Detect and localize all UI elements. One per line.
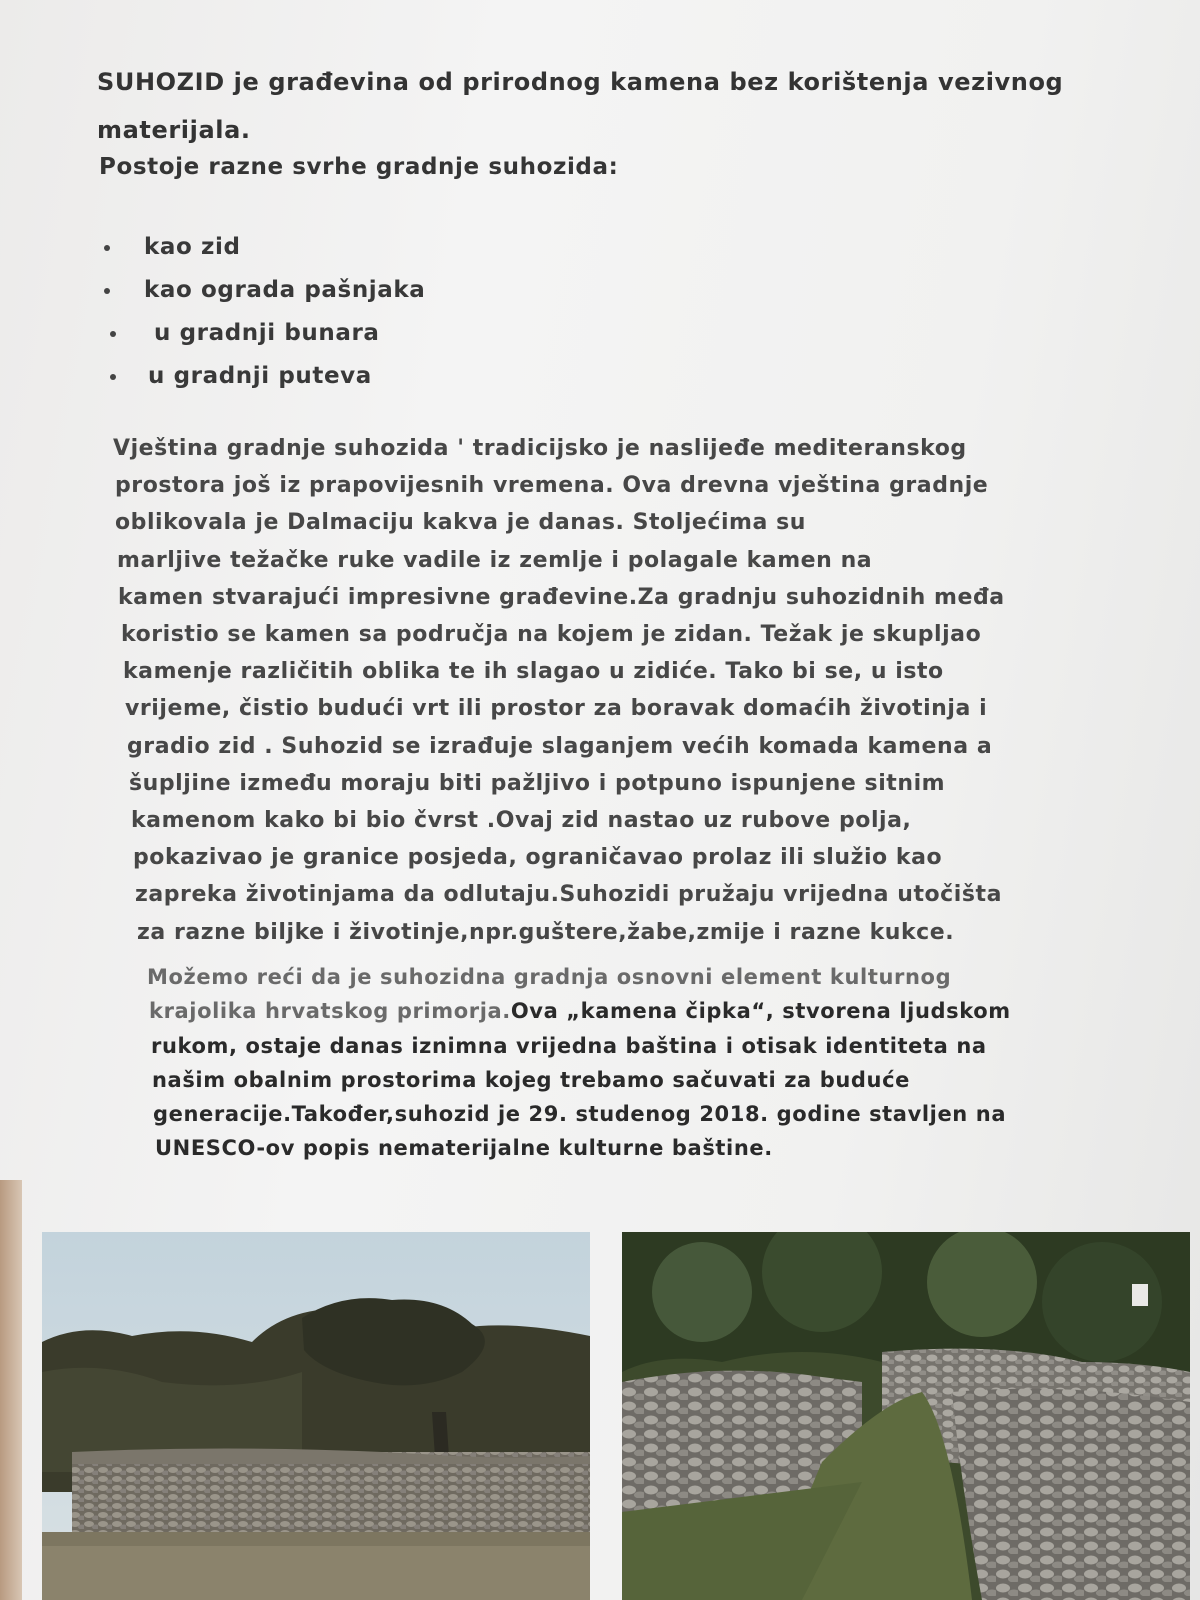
paragraph-line: Možemo reći da je suhozidna gradnja osnovni element kulturnog <box>147 965 952 989</box>
list-item: u gradnji bunara <box>102 312 425 355</box>
paragraph-line: gradio zid . Suhozid se izrađuje slaganjem većih komada kamena a <box>127 733 993 759</box>
intro-line-2: materijala. <box>97 116 251 144</box>
paragraph-line <box>149 994 1011 1028</box>
paragraph-fragment: Ova „kamena čipka“, stvorena ljudskom <box>510 999 1011 1024</box>
heritage-paragraph <box>147 960 1011 1166</box>
bullet-icon <box>104 245 110 251</box>
paragraph-line: UNESCO-ov popis nematerijalne kulturne baštine. <box>155 1136 773 1161</box>
list-item: kao zid <box>102 226 425 269</box>
history-paragraph <box>113 430 1005 951</box>
paragraph-line: kamenje različitih oblika te ih slagao u zidiće. Tako bi se, u isto <box>123 659 944 685</box>
purposes-title: Postoje razne svrhe gradnje suhozida: <box>99 154 619 180</box>
bullet-icon <box>104 288 110 294</box>
intro-line-1: SUHOZID je građevina od prirodnog kamena bez korištenja vezivnog <box>97 68 1064 96</box>
paragraph-line: kamenom kako bi bio čvrst .Ovaj zid nastao uz rubove polja, <box>131 808 912 834</box>
paragraph-line: našim obalnim prostorima kojeg trebamo sačuvati za buduće <box>152 1067 910 1092</box>
dry-stone-walled-path-photo <box>622 1232 1190 1600</box>
list-item: kao ograda pašnjaka <box>102 269 425 312</box>
list-item: u gradnji puteva <box>102 355 425 398</box>
paragraph-line: generacije.Također,suhozid je 29. studenog 2018. godine stavljen na <box>153 1102 1007 1127</box>
paragraph-line: vrijeme, čistio budući vrt ili prostor za boravak domaćih životinja i <box>125 696 988 722</box>
paragraph-line: koristio se kamen sa područja na kojem je zidan. Težak je skupljao <box>121 622 982 648</box>
paragraph-line: šupljine između moraju biti pažljivo i potpuno ispunjene sitnim <box>129 770 946 796</box>
bullet-icon <box>110 331 116 337</box>
paragraph-line: za razne biljke i životinje,npr.guštere,žabe,zmije i razne kukce. <box>137 919 955 945</box>
intro-text <box>97 58 1063 154</box>
paragraph-line: rukom, ostaje danas iznimna vrijedna baština i otisak identiteta na <box>151 1033 987 1058</box>
paragraph-line: pokazivao je granice posjeda, ograničavao prolaz ili služio kao <box>133 845 943 871</box>
paragraph-line: marljive težačke ruke vadile iz zemlje i polagale kamen na <box>117 547 873 573</box>
bullet-icon <box>110 374 116 380</box>
paragraph-line: zapreka životinjama da odlutaju.Suhozidi pružaju vrijedna utočišta <box>135 882 1002 908</box>
paragraph-line: prostora još iz prapovijesnih vremena. Ova drevna vještina gradnje <box>115 473 989 499</box>
paragraph-line: oblikovala je Dalmaciju kakva je danas. Stoljećima su <box>115 510 806 536</box>
paragraph-fragment: krajolika hrvatskog primorja. <box>149 999 511 1024</box>
paragraph-line: kamen stvarajući impresivne građevine.Za gradnju suhozidnih međa <box>118 584 1005 610</box>
purposes-list <box>102 226 425 398</box>
olive-tree-dry-stone-wall-photo <box>42 1232 590 1600</box>
paragraph-line: Vještina gradnje suhozida ' tradicijsko je naslijeđe mediteranskog <box>113 436 967 461</box>
background-edge <box>0 1180 22 1600</box>
